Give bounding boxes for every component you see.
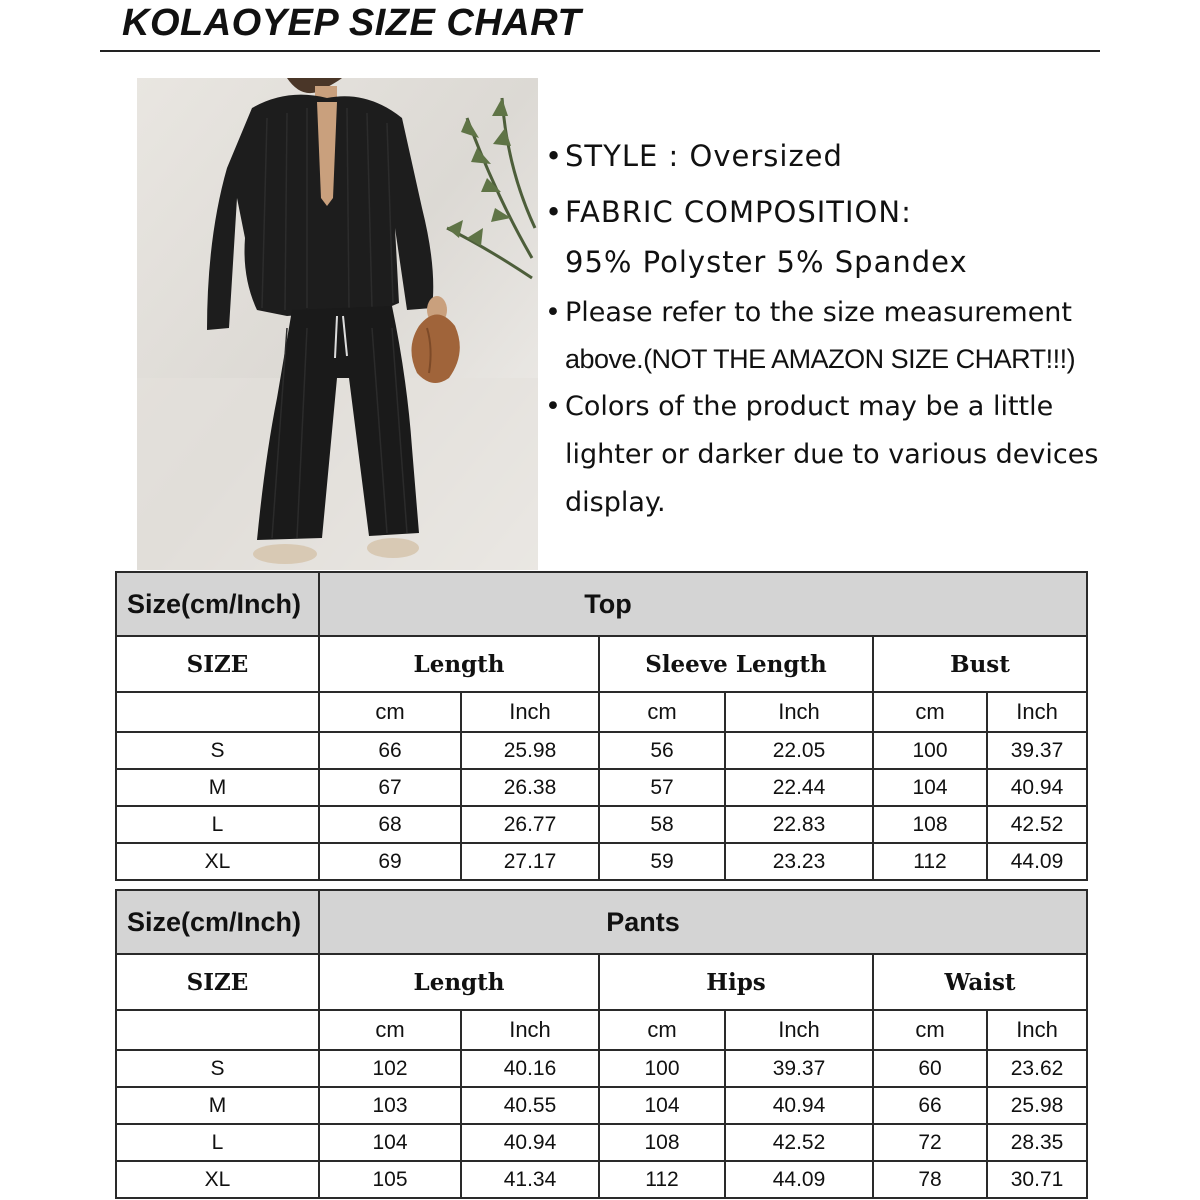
note-line: above.(NOT THE AMAZON SIZE CHART!!!)	[565, 344, 1076, 374]
table-row	[116, 1124, 1087, 1161]
value-cell: 27.17	[461, 843, 599, 880]
unit-cell: cm	[319, 692, 461, 732]
group-header: Waist	[873, 954, 1087, 1010]
size-cell: M	[116, 769, 319, 806]
value-cell: 69	[319, 843, 461, 880]
group-header: Length	[319, 954, 599, 1010]
value-cell: 22.05	[725, 732, 873, 769]
value-cell: 108	[599, 1124, 725, 1161]
unit-cell: Inch	[461, 1010, 599, 1050]
group-header: Hips	[599, 954, 873, 1010]
value-cell: 25.98	[461, 732, 599, 769]
value-cell: 72	[873, 1124, 987, 1161]
size-reference-note	[545, 289, 1195, 383]
size-column-header: SIZE	[116, 954, 319, 1010]
value-cell: 66	[873, 1087, 987, 1124]
style-note	[545, 135, 1195, 177]
group-header: Length	[319, 636, 599, 692]
value-cell: 59	[599, 843, 725, 880]
unit-cell: cm	[319, 1010, 461, 1050]
table-title: Pants	[319, 890, 1087, 954]
unit-cell: cm	[599, 1010, 725, 1050]
value-cell: 104	[319, 1124, 461, 1161]
size-cell: S	[116, 732, 319, 769]
value-cell: 26.38	[461, 769, 599, 806]
table-title: Top	[319, 572, 1087, 636]
value-cell: 22.83	[725, 806, 873, 843]
top-size-table	[115, 571, 1088, 881]
value-cell: 44.09	[725, 1161, 873, 1198]
size-cell: XL	[116, 1161, 319, 1198]
unit-cell: cm	[873, 692, 987, 732]
measurement-group-row	[116, 636, 1087, 692]
group-header: Bust	[873, 636, 1087, 692]
size-cell: M	[116, 1087, 319, 1124]
unit-cell: cm	[873, 1010, 987, 1050]
value-cell: 23.62	[987, 1050, 1087, 1087]
value-cell: 78	[873, 1161, 987, 1198]
unit-cell: Inch	[725, 1010, 873, 1050]
value-cell: 30.71	[987, 1161, 1087, 1198]
model-photo	[137, 78, 538, 570]
table-row	[116, 806, 1087, 843]
measurement-group-row	[116, 954, 1087, 1010]
model-photo-illustration	[137, 78, 538, 570]
value-cell: 102	[319, 1050, 461, 1087]
bullet-icon: •	[545, 297, 561, 328]
table-header-row	[116, 890, 1087, 954]
unit-cell: Inch	[987, 692, 1087, 732]
value-cell: 40.55	[461, 1087, 599, 1124]
value-cell: 40.16	[461, 1050, 599, 1087]
note-line: FABRIC COMPOSITION:	[565, 195, 912, 229]
group-header: Sleeve Length	[599, 636, 873, 692]
unit-cell: Inch	[461, 692, 599, 732]
value-cell: 44.09	[987, 843, 1087, 880]
size-cell: L	[116, 1124, 319, 1161]
value-cell: 108	[873, 806, 987, 843]
value-cell: 58	[599, 806, 725, 843]
table-row	[116, 769, 1087, 806]
value-cell: 66	[319, 732, 461, 769]
size-cell: L	[116, 806, 319, 843]
value-cell: 39.37	[987, 732, 1087, 769]
fabric-note	[545, 187, 1195, 287]
value-cell: 100	[873, 732, 987, 769]
bullet-icon: •	[545, 391, 561, 422]
value-cell: 57	[599, 769, 725, 806]
value-cell: 112	[873, 843, 987, 880]
value-cell: 103	[319, 1087, 461, 1124]
table-row	[116, 1161, 1087, 1198]
unit-label: Size(cm/Inch)	[116, 572, 319, 636]
value-cell: 25.98	[987, 1087, 1087, 1124]
note-line: Please refer to the size measurement	[565, 297, 1073, 328]
value-cell: 23.23	[725, 843, 873, 880]
bullet-icon: •	[545, 139, 564, 173]
page-title: KOLAOYEP SIZE CHART	[122, 2, 582, 44]
value-cell: 112	[599, 1161, 725, 1198]
table-row	[116, 732, 1087, 769]
empty-cell	[116, 1010, 319, 1050]
value-cell: 42.52	[725, 1124, 873, 1161]
value-cell: 100	[599, 1050, 725, 1087]
value-cell: 105	[319, 1161, 461, 1198]
value-cell: 40.94	[987, 769, 1087, 806]
product-notes	[545, 135, 1195, 527]
table-header-row	[116, 572, 1087, 636]
note-line: display.	[565, 487, 666, 518]
unit-cell: Inch	[987, 1010, 1087, 1050]
unit-cell: cm	[599, 692, 725, 732]
unit-row	[116, 692, 1087, 732]
table-row	[116, 1087, 1087, 1124]
value-cell: 67	[319, 769, 461, 806]
value-cell: 41.34	[461, 1161, 599, 1198]
value-cell: 60	[873, 1050, 987, 1087]
value-cell: 40.94	[725, 1087, 873, 1124]
table-row	[116, 1050, 1087, 1087]
unit-label: Size(cm/Inch)	[116, 890, 319, 954]
color-note	[545, 383, 1195, 527]
value-cell: 39.37	[725, 1050, 873, 1087]
value-cell: 22.44	[725, 769, 873, 806]
size-column-header: SIZE	[116, 636, 319, 692]
value-cell: 40.94	[461, 1124, 599, 1161]
empty-cell	[116, 692, 319, 732]
size-cell: S	[116, 1050, 319, 1087]
note-line: Colors of the product may be a little	[565, 391, 1054, 422]
value-cell: 28.35	[987, 1124, 1087, 1161]
size-cell: XL	[116, 843, 319, 880]
value-cell: 104	[599, 1087, 725, 1124]
pants-size-table	[115, 889, 1088, 1199]
value-cell: 56	[599, 732, 725, 769]
bullet-icon: •	[545, 195, 564, 229]
note-line: 95% Polyster 5% Spandex	[565, 245, 968, 279]
note-line: STYLE : Oversized	[565, 139, 843, 173]
table-row	[116, 843, 1087, 880]
title-divider	[100, 50, 1100, 52]
value-cell: 104	[873, 769, 987, 806]
unit-cell: Inch	[725, 692, 873, 732]
value-cell: 68	[319, 806, 461, 843]
value-cell: 26.77	[461, 806, 599, 843]
value-cell: 42.52	[987, 806, 1087, 843]
unit-row	[116, 1010, 1087, 1050]
note-line: lighter or darker due to various devices	[565, 439, 1099, 470]
